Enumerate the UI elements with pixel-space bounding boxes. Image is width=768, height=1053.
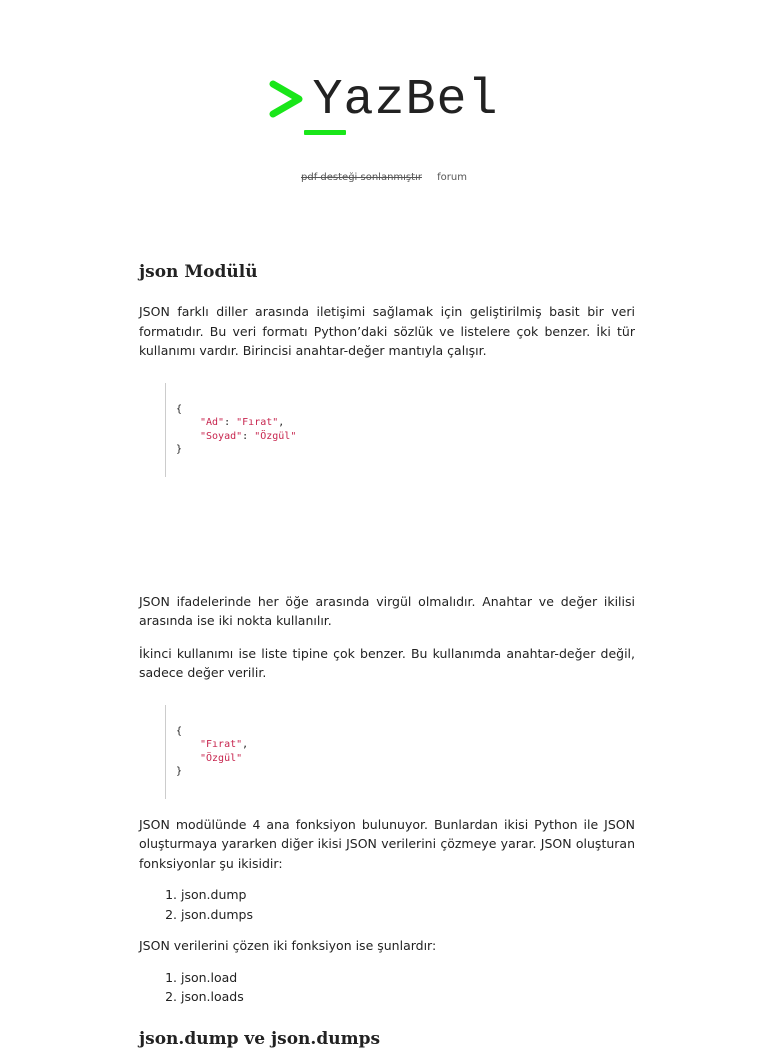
terminal-prompt-icon [269, 72, 305, 130]
paragraph-syntax: JSON ifadelerinde her öğe arasında virgül olmalıdır. Anahtar ve değer ikilisi arasında ise iki nokta kullanılır. [139, 593, 635, 628]
code-brace-close: } [176, 766, 183, 777]
paragraph-functions: JSON modülünde 4 ana fonksiyon bulunuyor. Bunlardan ikisi Python ile JSON oluşturmaya yararken diğer ikisi JSON verilerini çözmeye yarar. JSON oluşturan fonksiyonlar şu ikisidir: [139, 816, 635, 871]
list-item: 1. json.dump [181, 885, 635, 905]
paragraph-intro: JSON farklı diller arasında iletişimi sağlamak için geliştirilmiş basit bir veri formatıdır. Bu veri formatı Python’daki sözlük ve listelere çok benzer. İki tür kullanımı vardır. Birincisi anahtar-değer mantıyla çalışır. [139, 304, 635, 358]
code-line [176, 738, 635, 752]
code-colon: : [224, 417, 237, 428]
code-line [176, 430, 635, 444]
code-line [176, 752, 635, 766]
code-comma: , [278, 417, 285, 428]
code-string: "Fırat" [200, 739, 243, 750]
code-brace-close: } [176, 444, 183, 455]
list-decode-functions [139, 968, 635, 1007]
nav-link-pdf[interactable]: pdf desteği sonlanmıştır [301, 172, 422, 183]
article-title: json Modülü [139, 262, 258, 282]
section-title-dump: json.dump ve json.dumps [139, 1028, 381, 1049]
code-string: "Özgül" [200, 752, 243, 764]
code-block-list [165, 705, 635, 799]
list-item: 2. json.dumps [181, 905, 635, 925]
nav-link-forum[interactable]: forum [437, 172, 467, 183]
list-item: 2. json.loads [181, 987, 635, 1007]
list-encode-functions [139, 885, 635, 924]
site-logo[interactable] [0, 72, 768, 130]
top-nav [0, 172, 768, 183]
logo-text: YazBel [312, 72, 499, 129]
code-brace-open: { [176, 725, 183, 737]
logo-cursor-underscore [304, 130, 346, 135]
paragraph-decode: JSON verilerini çözen iki fonksiyon ise şunlardır: [139, 938, 437, 953]
article-content [139, 258, 635, 1053]
code-string: "Özgül" [254, 430, 297, 442]
code-string: "Fırat" [236, 417, 279, 428]
code-colon: : [242, 430, 255, 442]
code-block-object [165, 383, 635, 477]
code-line [176, 416, 635, 430]
code-comma: , [242, 739, 249, 750]
code-key: "Soyad" [200, 430, 243, 442]
code-brace-open: { [176, 403, 183, 415]
list-item: 1. json.load [181, 968, 635, 988]
paragraph-list-usage: İkinci kullanımı ise liste tipine çok benzer. Bu kullanımda anahtar-değer değil, sadece değer verilir. [139, 645, 635, 680]
code-key: "Ad" [200, 417, 225, 428]
